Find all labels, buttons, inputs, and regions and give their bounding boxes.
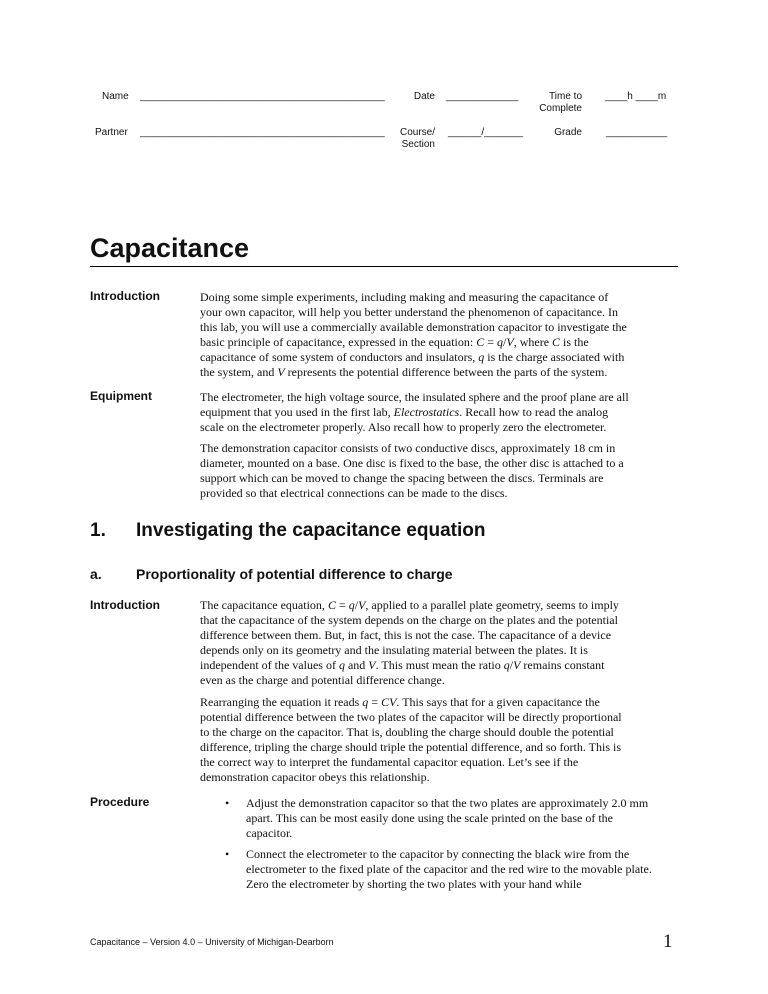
equipment-line: scale on the electrometer properly. Also recall how to properly zero the electrometer. [200, 420, 607, 434]
equipment-line: support which can be moved to change the spacing between the discs. Terminals are [200, 471, 604, 485]
procedure-line: apart. This can be most easily done using the scale printed on the base of the [246, 811, 614, 825]
grade-label: Grade [554, 127, 582, 138]
intro-line: Doing some simple experiments, including making and measuring the capacitance of [200, 290, 609, 304]
intro-line: the system, and V represents the potential difference between the parts of the system. [200, 365, 608, 379]
section-1a-line: difference, tripling the charge should triple the potential difference, and so forth. This is [200, 740, 621, 754]
page-title: Capacitance [90, 233, 250, 263]
equipment-line: The electrometer, the high voltage source, the insulated sphere and the proof plane are all [200, 390, 629, 404]
course-label-line2: Section [401, 139, 435, 150]
intro-line: basic principle of capacitance, expressed in the equation: C = q/V, where C is the [200, 335, 589, 349]
intro-line: capacitance of some system of conductors and insulators, q is the charge associated with [200, 350, 625, 364]
footer-text: Capacitance – Version 4.0 – University of Michigan-Dearborn [90, 937, 334, 947]
section-1a-line: that the capacitance of the system depends on the charge on the plates and the potential [200, 613, 618, 627]
procedure-line: electrometer to the fixed plate of the capacitor and the red wire to the movable plate. [246, 862, 652, 876]
section-1a-intro-label: Introduction [90, 598, 160, 612]
name-field[interactable]: ____________________________________________ [140, 91, 385, 102]
section-1a-paragraph-1 [200, 598, 680, 688]
course-label-line1: Course/ [399, 127, 435, 138]
course-label [385, 127, 435, 151]
section-1-heading: Investigating the capacitance equation [136, 520, 486, 541]
section-1a-line: depends only on its geometry and the insulating material between the plates. It is [200, 643, 588, 657]
partner-field[interactable]: ____________________________________________ [140, 127, 385, 138]
section-1a-number: a. [90, 566, 102, 582]
section-1a-line: Rearranging the equation it reads q = CV. This says that for a given capacitance the [200, 695, 600, 709]
intro-line: your own capacitor, will help you better understand the phenomenon of capacitance. In [200, 305, 619, 319]
procedure-step-1 [246, 796, 682, 841]
equipment-line: The demonstration capacitor consists of two conductive discs, approximately 18 cm in [200, 441, 616, 455]
name-label: Name [102, 91, 129, 102]
section-1a-line: potential difference between the two plates of the capacitor will be directly proportional [200, 710, 622, 724]
bullet-marker: • [225, 847, 230, 861]
intro-label: Introduction [90, 289, 160, 303]
section-1a-line: The capacitance equation, C = q/V, applied to a parallel plate geometry, seems to imply [200, 598, 619, 612]
intro-paragraph [200, 290, 680, 380]
procedure-line: Connect the electrometer to the capacitor by connecting the black wire from the [246, 847, 630, 861]
procedure-line: capacitor. [246, 826, 293, 840]
title-rule [90, 266, 678, 267]
section-1a-heading: Proportionality of potential difference to charge [136, 566, 453, 582]
equipment-label: Equipment [90, 389, 152, 403]
grade-field[interactable]: ___________ [606, 127, 668, 138]
equipment-line: provided so that electrical connections can be made to the discs. [200, 486, 508, 500]
section-1-number: 1. [90, 520, 106, 541]
procedure-label: Procedure [90, 795, 150, 809]
date-label: Date [413, 91, 435, 102]
time-label-line1: Time to [549, 91, 582, 102]
procedure-line: Zero the electrometer by shorting the two plates with your hand while [246, 877, 582, 891]
page-number: 1 [663, 931, 673, 952]
procedure-step-2 [246, 847, 682, 892]
section-1a-line: difference between them. But, in fact, this is not the case. The capacitance of a device [200, 628, 612, 642]
section-1a-line: demonstration capacitor obeys this relationship. [200, 770, 430, 784]
intro-line: this lab, you will use a commercially available demonstration capacitor to investigate the [200, 320, 627, 334]
bullet-marker: • [225, 796, 230, 810]
date-field[interactable]: _____________ [446, 91, 519, 102]
section-1a-line: independent of the values of q and V. This must mean the ratio q/V remains constant [200, 658, 605, 672]
time-label [520, 91, 582, 115]
equipment-line: diameter, mounted on a base. One disc is fixed to the base, the other disc is attached to a [200, 456, 624, 470]
time-label-line2: Complete [539, 103, 582, 114]
section-1a-line: to the charge on the capacitor. That is, doubling the charge should double the potential [200, 725, 614, 739]
time-field[interactable]: ____h ____m [605, 91, 667, 102]
equipment-paragraph-1 [200, 390, 680, 435]
procedure-line: Adjust the demonstration capacitor so that the two plates are approximately 2.0 mm [246, 796, 649, 810]
course-field[interactable]: ______/_______ [448, 127, 524, 138]
partner-label: Partner [95, 127, 128, 138]
section-1a-line: even as the charge and potential difference change. [200, 673, 445, 687]
equipment-paragraph-2 [200, 441, 680, 501]
equipment-line: equipment that you used in the first lab, Electrostatics. Recall how to read the analog [200, 405, 609, 419]
section-1a-paragraph-2 [200, 695, 680, 785]
section-1a-line: the correct way to interpret the fundamental capacitor equation. Let’s see if the [200, 755, 579, 769]
